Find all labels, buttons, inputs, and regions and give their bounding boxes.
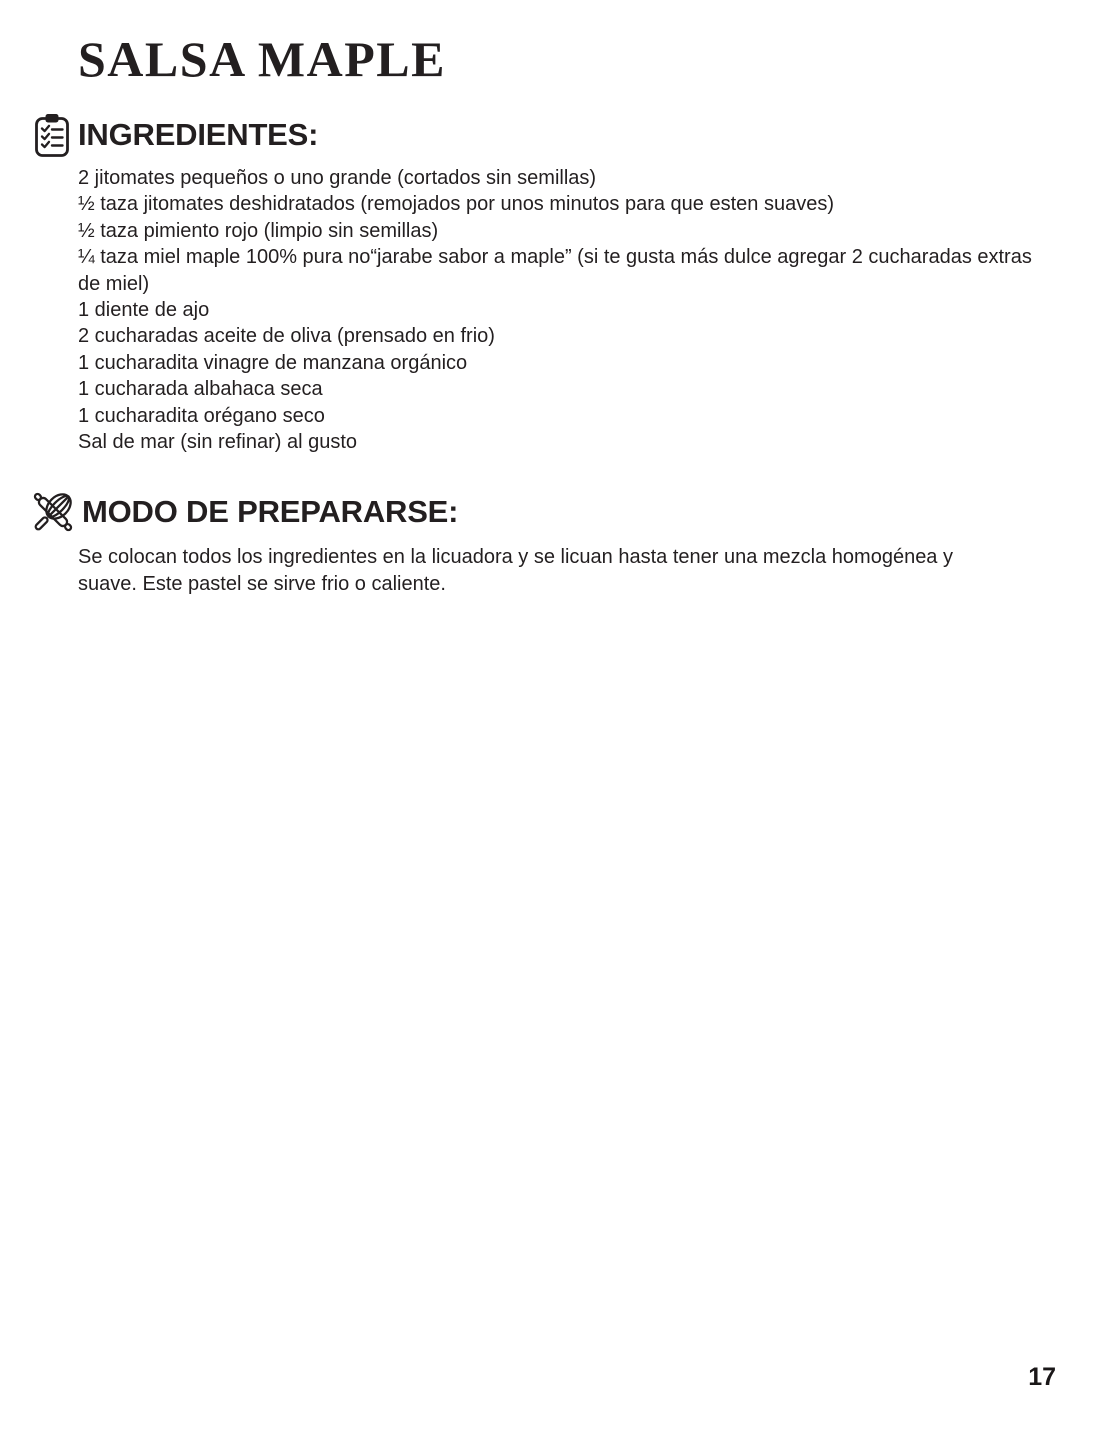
ingredient-item: 1 cucharada albahaca seca (78, 378, 323, 401)
ingredient-item: 2 jitomates pequeños o uno grande (cortados sin semillas) (78, 167, 597, 189)
ingredient-item: 1 diente de ajo (78, 299, 210, 322)
preparation-section (0, 485, 1112, 597)
ingredient-item: ½ taza jitomates deshidratados (remojados por unos minutos para que esten suaves) (78, 193, 834, 216)
ingredient-item: 2 cucharadas aceite de oliva (prensado en frio) (78, 325, 495, 348)
ingredients-header (33, 112, 1112, 159)
page-number: 17 (1028, 1363, 1056, 1391)
ingredient-item: ½ taza pimiento rojo (limpio sin semillas) (78, 219, 439, 242)
page-title: SALSA MAPLE (78, 31, 446, 87)
ingredient-item: 1 cucharadita orégano seco (78, 404, 325, 427)
ingredients-heading: INGREDIENTES: (78, 117, 319, 153)
ingredient-item: ¼ taza miel maple 100% pura no“jarabe sabor a maple” (si te gusta más dulce agregar 2 cucharadas extras de miel) (78, 246, 1032, 295)
preparation-heading: MODO DE PREPARARSE: (82, 494, 459, 530)
ingredients-section (0, 112, 1112, 455)
ingredient-item: 1 cucharadita vinagre de manzana orgánico (78, 351, 468, 374)
preparation-text: Se colocan todos los ingredientes en la licuadora y se licuan hasta tener una mezcla homogénea y suave. Este pastel se sirve frio o caliente. (78, 546, 953, 595)
clipboard-checklist-icon (33, 112, 71, 159)
ingredient-list (78, 165, 1034, 455)
whisk-rolling-pin-icon (26, 485, 80, 539)
preparation-header (26, 485, 1112, 539)
ingredient-item: Sal de mar (sin refinar) al gusto (78, 431, 358, 454)
